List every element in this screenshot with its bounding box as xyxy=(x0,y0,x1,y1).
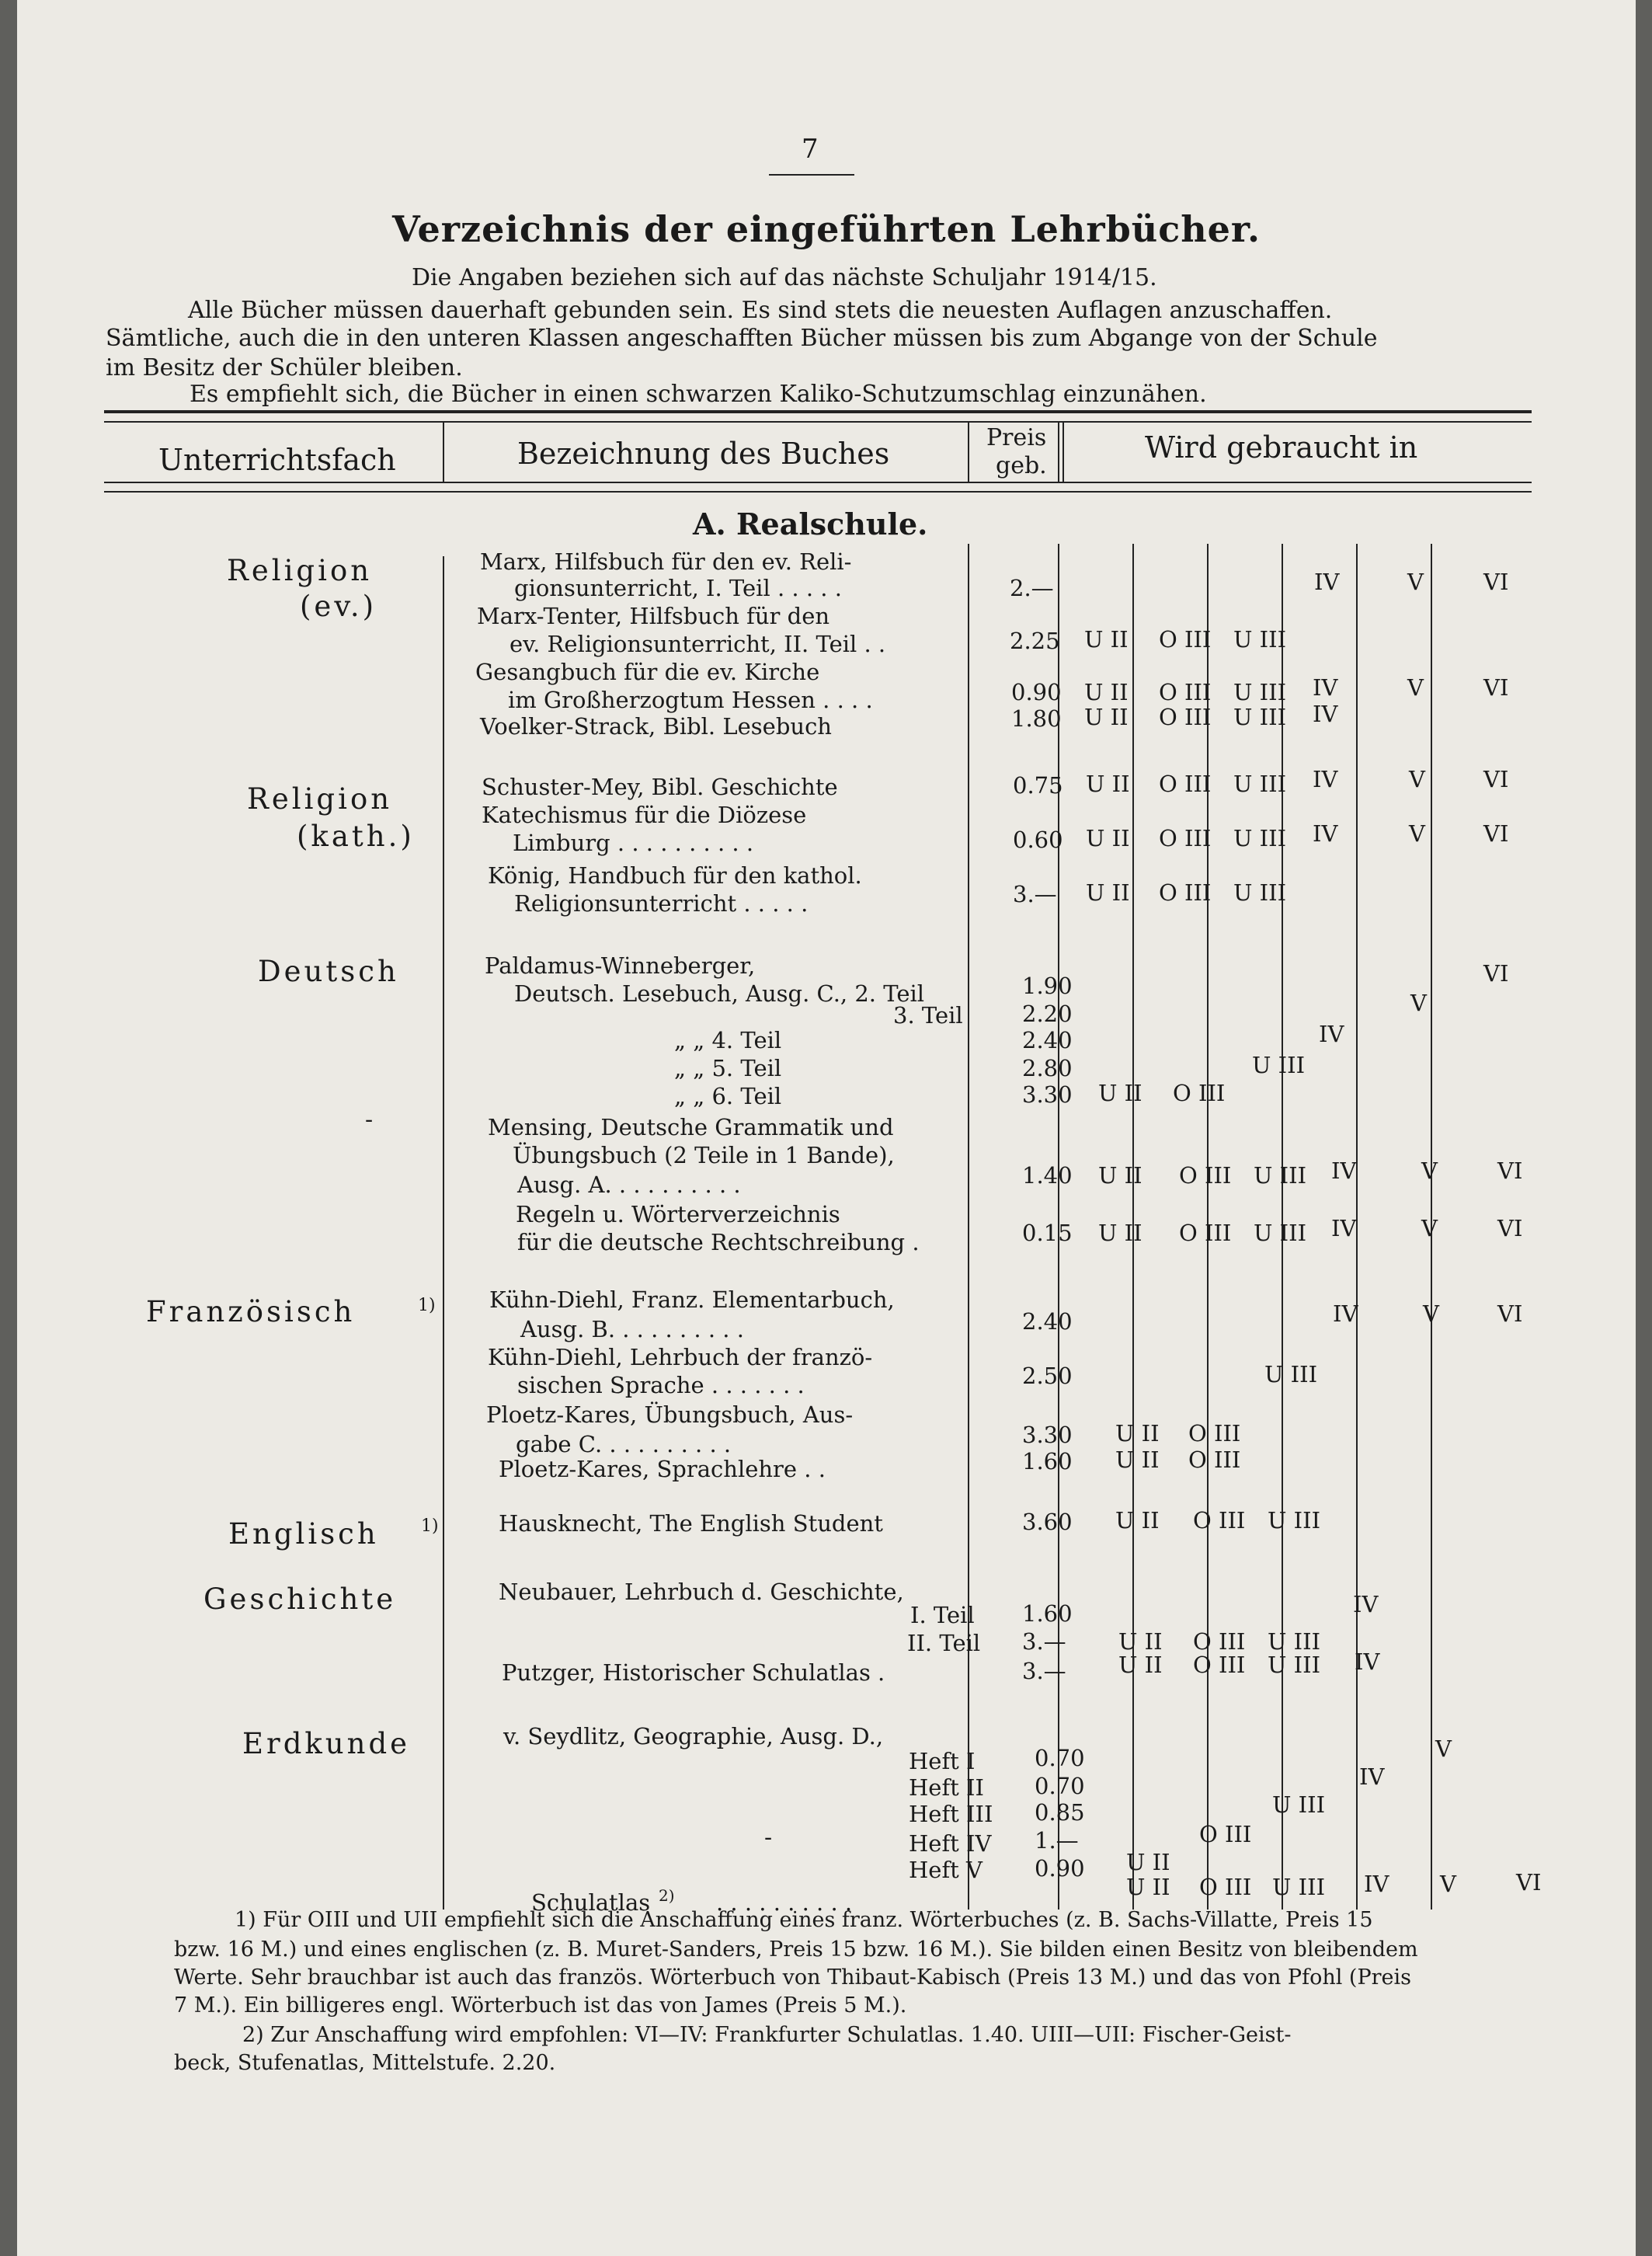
price: 2.20 xyxy=(1022,1001,1073,1027)
price: 0.75 xyxy=(1013,772,1063,799)
column-rule xyxy=(443,556,444,1910)
class-cell: U II xyxy=(1115,1507,1160,1534)
class-cell: U III xyxy=(1233,704,1287,730)
price: 2.40 xyxy=(1022,1308,1073,1335)
price: 0.90 xyxy=(1011,679,1062,705)
class-cell: O III xyxy=(1193,1652,1246,1678)
book-line: Marx-Tenter, Hilfsbuch für den xyxy=(477,603,830,629)
subject-label: (kath.) xyxy=(297,820,415,853)
book-line: gionsunterricht, I. Teil . . . . . xyxy=(514,575,842,601)
class-cell: U II xyxy=(1086,771,1130,797)
footnote-line: bzw. 16 M.) und eines englischen (z. B. Muret-Sanders, Preis 15 bzw. 16 M.). Sie bilden einen Besitz von bleibendem xyxy=(174,1937,1418,1962)
book-line: Heft IV xyxy=(909,1830,992,1857)
book-line: Marx, Hilfsbuch für den ev. Reli- xyxy=(480,548,852,575)
book-line: Regeln u. Wörterverzeichnis xyxy=(516,1201,840,1227)
footnote-mark: 2) xyxy=(659,1886,675,1905)
section-heading: A. Realschule. xyxy=(693,507,928,541)
class-cell: O III xyxy=(1179,1220,1232,1246)
book-line: Schulatlas xyxy=(531,1889,651,1916)
book-line: Kühn-Diehl, Franz. Elementarbuch, xyxy=(489,1286,895,1313)
class-cell: V xyxy=(1409,820,1425,847)
header-subject: Unterrichtsfach xyxy=(158,443,396,477)
class-cell: IV xyxy=(1313,674,1338,701)
book-line: Heft I xyxy=(909,1748,976,1774)
class-cell: V xyxy=(1423,1300,1439,1327)
book-line: I. Teil xyxy=(910,1602,975,1628)
class-cell: V xyxy=(1440,1871,1456,1897)
header-bottom-rule xyxy=(104,491,1532,493)
book-line: „ „ 4. Teil xyxy=(674,1027,782,1053)
price: 2.40 xyxy=(1022,1027,1073,1053)
book-line: Gesangbuch für die ev. Kirche xyxy=(475,659,820,685)
class-cell: IV xyxy=(1313,701,1338,727)
price: 1.— xyxy=(1035,1827,1079,1854)
book-line: Neubauer, Lehrbuch d. Geschichte, xyxy=(499,1579,904,1605)
class-cell: U II xyxy=(1098,1162,1142,1189)
book-line: Voelker-Strack, Bibl. Lesebuch xyxy=(480,713,832,740)
book-line: Heft III xyxy=(909,1801,993,1827)
class-cell: O III xyxy=(1159,879,1212,906)
intro-line: Es empfiehlt sich, die Bücher in einen schwarzen Kaliko-Schutzumschlag einzunähen. xyxy=(190,381,1207,408)
class-cell: IV xyxy=(1313,820,1338,847)
class-cell: U III xyxy=(1233,771,1287,797)
class-cell: U II xyxy=(1126,1849,1170,1875)
book-line: 3. Teil xyxy=(893,1002,963,1029)
footnote-mark: 1) xyxy=(418,1296,436,1315)
table-top-rule xyxy=(104,410,1532,413)
class-cell: U III xyxy=(1264,1361,1318,1387)
class-cell: U II xyxy=(1118,1628,1163,1655)
class-cell: U II xyxy=(1118,1652,1163,1678)
header-column-rule xyxy=(968,423,969,482)
class-cell: V xyxy=(1435,1736,1452,1762)
class-cell: V xyxy=(1409,766,1425,792)
book-line: Paldamus-Winneberger, xyxy=(485,952,756,979)
book-line: Ausg. B. . . . . . . . . . xyxy=(520,1316,744,1342)
class-cell: U II xyxy=(1084,626,1129,653)
price: 2.25 xyxy=(1010,628,1060,654)
price: 0.85 xyxy=(1035,1799,1085,1826)
subject-label: Religion xyxy=(247,782,393,816)
book-line: Übungsbuch (2 Teile in 1 Bande), xyxy=(513,1142,895,1168)
price: 0.70 xyxy=(1035,1773,1085,1799)
book-line: gabe C. . . . . . . . . . xyxy=(516,1431,732,1457)
class-cell: U III xyxy=(1233,626,1287,653)
book-line: v. Seydlitz, Geographie, Ausg. D., xyxy=(503,1723,884,1749)
book-line: Mensing, Deutsche Grammatik und xyxy=(488,1114,894,1140)
book-line: Limburg . . . . . . . . . . xyxy=(513,830,754,856)
subject-label: Erdkunde xyxy=(242,1727,411,1760)
footnote-line: 1) Für OIII und UII empfiehlt sich die Anschaffung eines franz. Wörterbuches (z. B. Sachs-Villatte, Preis 15 xyxy=(235,1908,1373,1932)
class-cell: O III xyxy=(1159,771,1212,797)
class-cell: O III xyxy=(1179,1162,1232,1189)
class-cell: V xyxy=(1410,990,1427,1016)
footnote-line: 7 M.). Ein billigeres engl. Wörterbuch ist das von James (Preis 5 M.). xyxy=(174,1993,907,2018)
class-cell: U III xyxy=(1233,679,1287,705)
subject-label: Französisch xyxy=(146,1295,356,1328)
class-cell: IV xyxy=(1355,1648,1380,1675)
header-used-in: Wird gebraucht in xyxy=(1145,430,1418,465)
header-column-rule xyxy=(1058,423,1059,482)
class-cell: U II xyxy=(1098,1080,1142,1106)
book-line: „ „ 5. Teil xyxy=(674,1055,782,1081)
book-line: für die deutsche Rechtschreibung . xyxy=(517,1229,920,1255)
intro-line: Die Angaben beziehen sich auf das nächste Schuljahr 1914/15. xyxy=(412,264,1157,291)
book-line: Putzger, Historischer Schulatlas . xyxy=(502,1659,885,1686)
class-cell: V xyxy=(1421,1215,1438,1241)
subject-label: Deutsch xyxy=(258,955,399,988)
class-cell: IV xyxy=(1364,1871,1389,1897)
column-rule xyxy=(968,544,969,1910)
class-cell: VI xyxy=(1497,1158,1523,1184)
header-price: Preis xyxy=(986,424,1047,451)
class-cell: IV xyxy=(1313,766,1338,792)
class-cell: U II xyxy=(1115,1447,1160,1473)
class-cell: IV xyxy=(1353,1591,1379,1617)
price: 3.— xyxy=(1022,1628,1066,1655)
price: 0.70 xyxy=(1035,1745,1085,1771)
book-line: Kühn-Diehl, Lehrbuch der franzö- xyxy=(488,1344,873,1370)
class-cell: U III xyxy=(1254,1162,1307,1189)
book-line: ev. Religionsunterricht, II. Teil . . xyxy=(510,631,886,657)
book-line: im Großherzogtum Hessen . . . . xyxy=(508,687,873,713)
book-line: Schuster-Mey, Bibl. Geschichte xyxy=(482,774,838,800)
price: 2.— xyxy=(1010,575,1054,601)
book-line: Ploetz-Kares, Sprachlehre . . xyxy=(499,1456,826,1482)
price: 3.30 xyxy=(1022,1081,1073,1108)
class-cell: IV xyxy=(1319,1021,1344,1047)
subject-label: (ev.) xyxy=(300,590,377,623)
price: 1.40 xyxy=(1022,1162,1073,1189)
header-price: geb. xyxy=(996,452,1047,479)
book-line: Katechismus für die Diözese xyxy=(482,802,807,828)
header-column-rule xyxy=(443,423,444,482)
header-book: Bezeichnung des Buches xyxy=(517,437,890,471)
class-cell: IV xyxy=(1331,1215,1357,1241)
price: 0.90 xyxy=(1035,1855,1085,1882)
price: 3.60 xyxy=(1022,1509,1073,1535)
price: 0.60 xyxy=(1013,827,1063,853)
price: 0.15 xyxy=(1022,1220,1073,1246)
book-line: König, Handbuch für den kathol. xyxy=(488,862,862,889)
book-line: sischen Sprache . . . . . . . xyxy=(517,1372,805,1398)
price: 1.90 xyxy=(1022,973,1073,999)
footnote-mark: 1) xyxy=(421,1516,439,1536)
book-line: Deutsch. Lesebuch, Ausg. C., 2. Teil xyxy=(514,980,925,1007)
class-cell: U II xyxy=(1115,1420,1160,1447)
class-cell: U III xyxy=(1254,1220,1307,1246)
price: 3.— xyxy=(1013,881,1057,907)
class-cell: O III xyxy=(1159,626,1212,653)
class-cell: U III xyxy=(1268,1628,1321,1655)
subject-label: Geschichte xyxy=(203,1582,397,1616)
price: 3.— xyxy=(1022,1658,1066,1684)
class-cell: VI xyxy=(1483,960,1509,987)
class-cell: U III xyxy=(1252,1052,1306,1078)
header-column-rule xyxy=(1062,423,1064,482)
class-cell: VI xyxy=(1483,569,1509,595)
document-page xyxy=(17,0,1636,2256)
book-line: . . . . . . . . . . xyxy=(716,1889,853,1916)
class-cell: U III xyxy=(1233,825,1287,851)
price: 2.50 xyxy=(1022,1363,1073,1389)
class-cell: U II xyxy=(1098,1220,1142,1246)
class-cell: U II xyxy=(1086,825,1130,851)
class-cell: O III xyxy=(1199,1874,1252,1900)
class-cell: O III xyxy=(1173,1080,1226,1106)
class-cell: O III xyxy=(1159,825,1212,851)
price: 3.30 xyxy=(1022,1422,1073,1448)
class-cell: O III xyxy=(1159,704,1212,730)
subject-label: Englisch xyxy=(228,1517,379,1551)
class-cell: U III xyxy=(1233,879,1287,906)
class-cell: IV xyxy=(1331,1158,1357,1184)
book-line: Heft II xyxy=(909,1774,984,1801)
table-top-rule xyxy=(104,421,1532,423)
book-line: Ausg. A. . . . . . . . . . xyxy=(517,1172,741,1198)
book-line: Heft V xyxy=(909,1857,983,1883)
header-bottom-rule xyxy=(104,482,1532,483)
footnote-line: beck, Stufenatlas, Mittelstufe. 2.20. xyxy=(174,2051,556,2075)
class-cell: V xyxy=(1407,674,1424,701)
book-line: II. Teil xyxy=(907,1630,981,1656)
book-line: „ „ 6. Teil xyxy=(674,1083,782,1109)
page-title: Verzeichnis der eingeführten Lehrbücher. xyxy=(392,208,1261,250)
price: 1.60 xyxy=(1022,1448,1073,1474)
intro-line: im Besitz der Schüler bleiben. xyxy=(106,354,463,381)
class-cell: IV xyxy=(1314,569,1340,595)
class-cell: O III xyxy=(1188,1420,1241,1447)
class-cell: VI xyxy=(1497,1300,1523,1327)
class-cell: U III xyxy=(1268,1652,1321,1678)
book-line: Hausknecht, The English Student xyxy=(499,1510,883,1537)
class-cell: U II xyxy=(1086,879,1130,906)
class-cell: U III xyxy=(1272,1791,1326,1818)
book-line: Religionsunterricht . . . . . xyxy=(514,890,809,917)
class-cell: U II xyxy=(1126,1874,1170,1900)
class-cell: U III xyxy=(1272,1874,1326,1900)
dash-mark: - xyxy=(365,1106,374,1133)
footnote-line: 2) Zur Anschaffung wird empfohlen: VI—IV: Frankfurter Schulatlas. 1.40. UIII—UII: Fischer-Geist- xyxy=(242,2023,1292,2047)
class-cell: O III xyxy=(1193,1628,1246,1655)
subject-label: Religion xyxy=(227,554,373,587)
page-number: 7 xyxy=(802,134,819,165)
footnote-line: Werte. Sehr brauchbar ist auch das französ. Wörterbuch von Thibaut-Kabisch (Preis 13 M.) und das von Pfohl (Preis xyxy=(174,1965,1412,1990)
price: 2.80 xyxy=(1022,1055,1073,1081)
page-number-rule xyxy=(769,174,854,176)
dash-mark: - xyxy=(764,1824,773,1851)
class-cell: U III xyxy=(1268,1507,1321,1534)
intro-line: Sämtliche, auch die in den unteren Klassen angeschafften Bücher müssen bis zum Abgange von der Schule xyxy=(106,325,1378,352)
class-cell: VI xyxy=(1497,1215,1523,1241)
class-cell: VI xyxy=(1483,766,1509,792)
class-cell: IV xyxy=(1359,1763,1385,1790)
class-cell: O III xyxy=(1193,1507,1246,1534)
class-cell: V xyxy=(1421,1158,1438,1184)
class-cell: O III xyxy=(1159,679,1212,705)
price: 1.60 xyxy=(1022,1600,1073,1627)
class-cell: VI xyxy=(1483,674,1509,701)
price: 1.80 xyxy=(1011,705,1062,732)
class-cell: U II xyxy=(1084,679,1129,705)
intro-line: Alle Bücher müssen dauerhaft gebunden sein. Es sind stets die neuesten Auflagen anzuschaffen. xyxy=(188,297,1333,324)
class-cell: V xyxy=(1407,569,1424,595)
class-cell: U II xyxy=(1084,704,1129,730)
class-cell: O III xyxy=(1188,1447,1241,1473)
book-line: Ploetz-Kares, Übungsbuch, Aus- xyxy=(486,1401,854,1428)
class-cell: IV xyxy=(1333,1300,1358,1327)
class-cell: VI xyxy=(1516,1869,1542,1896)
class-cell: O III xyxy=(1199,1821,1252,1847)
class-cell: VI xyxy=(1483,820,1509,847)
